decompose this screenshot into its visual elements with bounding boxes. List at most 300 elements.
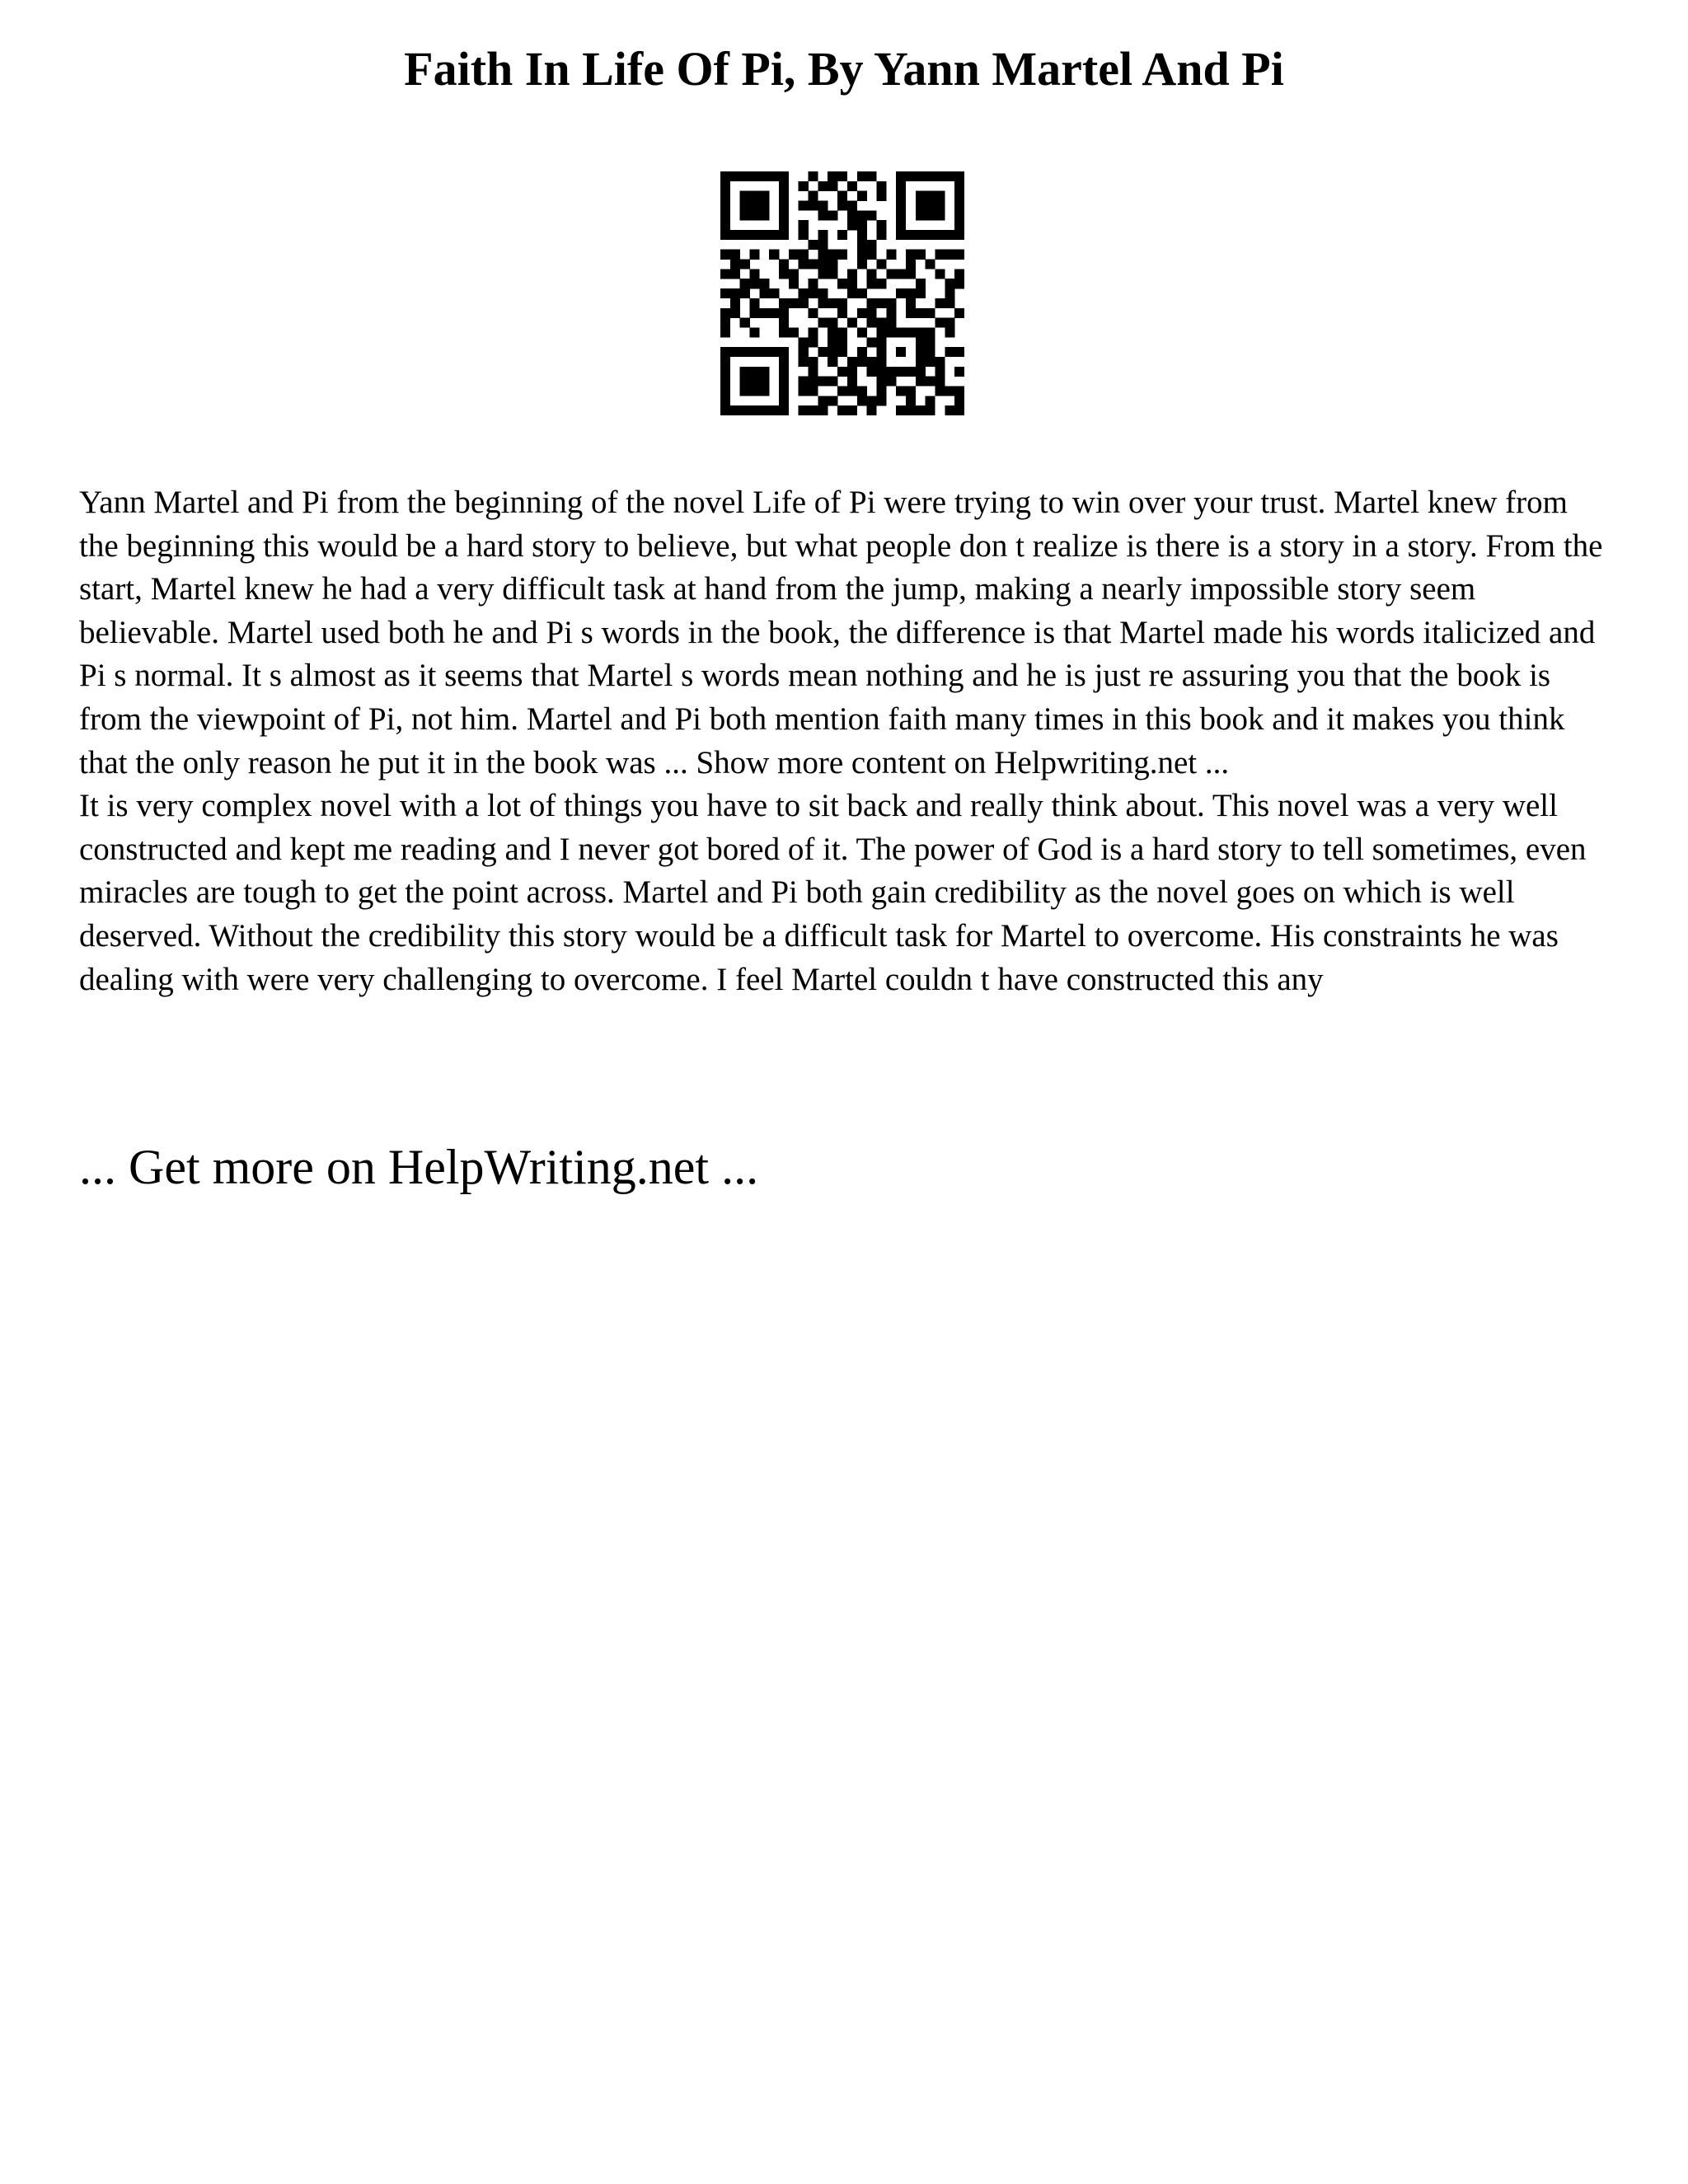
qr-module bbox=[837, 171, 847, 181]
qr-module bbox=[779, 181, 789, 191]
qr-module bbox=[945, 318, 954, 328]
qr-module bbox=[916, 327, 926, 337]
qr-module bbox=[809, 171, 818, 181]
qr-module bbox=[779, 357, 789, 367]
qr-module bbox=[720, 327, 730, 337]
qr-module bbox=[867, 171, 877, 181]
qr-module bbox=[828, 181, 837, 191]
qr-code-graphic bbox=[720, 171, 964, 415]
qr-module bbox=[886, 377, 896, 387]
body-paragraph-1: Yann Martel and Pi from the beginning of the novel Life of Pi were trying to win over your trust. Martel knew from the beginning this would be a hard story to believe, but what people don t realize is there is a story in a story. From the start, Martel knew he had a very difficult task at hand from the jump, making a nearly impossible story seem believable. Martel used both he and Pi s words in the book, the difference is that Martel made his words italicized and Pi s normal. It s almost as it seems that Martel s words mean nothing and he is just re assuring you that the book is from the viewpoint of Pi, not him. Martel and Pi both mention faith many times in this book and it makes you think that the only reason he put it in the book was ... Show more content on Helpwriting.net ... bbox=[79, 485, 1603, 780]
qr-module bbox=[779, 220, 789, 230]
qr-module bbox=[876, 347, 886, 357]
qr-module bbox=[720, 250, 730, 260]
qr-module bbox=[886, 308, 896, 318]
qr-module bbox=[906, 269, 916, 279]
qr-module bbox=[916, 191, 926, 201]
qr-module bbox=[857, 347, 867, 357]
qr-module bbox=[896, 220, 906, 230]
qr-module bbox=[809, 377, 818, 387]
qr-module bbox=[759, 386, 769, 396]
body-paragraph-2: It is very complex novel with a lot of things you have to sit back and really think about. This novel was a very well constructed and kept me reading and I never got bored of it. The power of God is a hard story to tell sometimes, even miracles are tough to get the point across. Martel and Pi both gain credibility as the novel goes on which is well deserved. Without the credibility this story would be a difficult task for Martel to overcome. His constraints he was dealing with were very challenging to overcome. I feel Martel couldn t have constructed this any bbox=[79, 788, 1587, 997]
qr-module bbox=[916, 210, 926, 220]
qr-module bbox=[867, 367, 877, 377]
qr-module bbox=[818, 288, 828, 298]
qr-module bbox=[867, 298, 877, 308]
qr-module bbox=[857, 230, 867, 240]
qr-module bbox=[730, 308, 740, 318]
qr-module bbox=[759, 377, 769, 387]
qr-module bbox=[916, 337, 926, 347]
qr-module bbox=[926, 377, 935, 387]
qr-module bbox=[828, 250, 837, 260]
qr-module bbox=[740, 367, 750, 377]
page-title: Faith In Life Of Pi, By Yann Martel And Pi bbox=[404, 42, 1284, 96]
qr-module bbox=[779, 230, 789, 240]
qr-module bbox=[886, 327, 896, 337]
qr-module bbox=[720, 308, 730, 318]
qr-module bbox=[799, 298, 809, 308]
qr-module bbox=[828, 171, 837, 181]
qr-module bbox=[809, 327, 818, 337]
qr-module bbox=[720, 220, 730, 230]
qr-module bbox=[847, 210, 857, 220]
qr-module bbox=[876, 298, 886, 308]
qr-module bbox=[818, 396, 828, 405]
qr-module bbox=[926, 357, 935, 367]
qr-module bbox=[750, 405, 760, 415]
qr-module bbox=[740, 191, 750, 201]
qr-module bbox=[837, 327, 847, 337]
qr-module bbox=[916, 171, 926, 181]
qr-module bbox=[740, 171, 750, 181]
qr-module bbox=[779, 191, 789, 201]
qr-module bbox=[935, 298, 945, 308]
qr-module bbox=[828, 396, 837, 405]
qr-module bbox=[876, 260, 886, 269]
qr-module bbox=[720, 171, 730, 181]
qr-module bbox=[809, 260, 818, 269]
qr-module bbox=[886, 367, 896, 377]
qr-module bbox=[789, 327, 799, 337]
qr-module bbox=[916, 250, 926, 260]
qr-module bbox=[847, 181, 857, 191]
qr-module bbox=[857, 250, 867, 260]
qr-module bbox=[769, 250, 779, 260]
qr-module bbox=[720, 288, 730, 298]
qr-module bbox=[818, 318, 828, 328]
qr-module bbox=[916, 230, 926, 240]
qr-module bbox=[750, 308, 760, 318]
qr-module bbox=[769, 405, 779, 415]
qr-module bbox=[926, 201, 935, 211]
qr-module bbox=[779, 171, 789, 181]
qr-module bbox=[906, 250, 916, 260]
qr-module bbox=[779, 327, 789, 337]
qr-module bbox=[828, 347, 837, 357]
qr-module bbox=[750, 327, 760, 337]
qr-module bbox=[896, 171, 906, 181]
qr-module bbox=[779, 386, 789, 396]
qr-module bbox=[818, 210, 828, 220]
qr-module bbox=[954, 308, 964, 318]
qr-module bbox=[769, 230, 779, 240]
qr-module bbox=[857, 357, 867, 367]
qr-module bbox=[818, 250, 828, 260]
qr-module bbox=[945, 288, 954, 298]
qr-module bbox=[759, 191, 769, 201]
qr-module bbox=[750, 230, 760, 240]
article-body bbox=[79, 481, 1612, 1001]
qr-module bbox=[818, 377, 828, 387]
qr-module bbox=[818, 347, 828, 357]
qr-module bbox=[935, 230, 945, 240]
qr-module bbox=[818, 230, 828, 240]
qr-module bbox=[906, 396, 916, 405]
qr-module bbox=[779, 269, 789, 279]
qr-module bbox=[750, 298, 760, 308]
qr-module bbox=[945, 250, 954, 260]
qr-module bbox=[906, 405, 916, 415]
qr-module bbox=[906, 308, 916, 318]
qr-module bbox=[886, 318, 896, 328]
qr-module bbox=[720, 396, 730, 405]
qr-module bbox=[847, 220, 857, 230]
qr-module bbox=[779, 405, 789, 415]
qr-module bbox=[906, 230, 916, 240]
qr-module bbox=[926, 347, 935, 357]
qr-module bbox=[935, 367, 945, 377]
qr-module bbox=[847, 288, 857, 298]
qr-module bbox=[906, 171, 916, 181]
qr-module bbox=[906, 298, 916, 308]
qr-module bbox=[926, 308, 935, 318]
qr-module bbox=[730, 298, 740, 308]
qr-module bbox=[828, 377, 837, 387]
qr-module bbox=[828, 210, 837, 220]
qr-module bbox=[906, 288, 916, 298]
qr-module bbox=[867, 396, 877, 405]
qr-module bbox=[867, 240, 877, 250]
qr-module bbox=[799, 250, 809, 260]
qr-module bbox=[730, 347, 740, 357]
qr-module bbox=[837, 386, 847, 396]
qr-module bbox=[837, 250, 847, 260]
qr-module bbox=[876, 386, 886, 396]
qr-module bbox=[896, 191, 906, 201]
qr-module bbox=[916, 279, 926, 288]
qr-module bbox=[720, 191, 730, 201]
qr-module bbox=[857, 210, 867, 220]
qr-module bbox=[779, 201, 789, 211]
qr-module bbox=[896, 210, 906, 220]
qr-module bbox=[916, 377, 926, 387]
qr-module bbox=[750, 250, 760, 260]
qr-module bbox=[720, 386, 730, 396]
qr-module bbox=[906, 327, 916, 337]
qr-module bbox=[818, 269, 828, 279]
qr-module bbox=[906, 386, 916, 396]
qr-module bbox=[876, 367, 886, 377]
qr-module bbox=[945, 405, 954, 415]
qr-module bbox=[769, 171, 779, 181]
qr-module bbox=[720, 377, 730, 387]
qr-module bbox=[828, 298, 837, 308]
qr-module bbox=[847, 367, 857, 377]
qr-module bbox=[789, 250, 799, 260]
qr-module bbox=[916, 367, 926, 377]
qr-module bbox=[789, 298, 799, 308]
qr-module bbox=[926, 337, 935, 347]
qr-module bbox=[720, 269, 730, 279]
qr-module bbox=[954, 210, 964, 220]
qr-module bbox=[867, 210, 877, 220]
qr-module bbox=[847, 269, 857, 279]
qr-module bbox=[857, 240, 867, 250]
qr-module bbox=[750, 347, 760, 357]
qr-module bbox=[809, 191, 818, 201]
qr-module bbox=[730, 260, 740, 269]
qr-module bbox=[926, 210, 935, 220]
qr-module bbox=[828, 327, 837, 337]
qr-module bbox=[759, 405, 769, 415]
qr-module bbox=[789, 279, 799, 288]
qr-module bbox=[916, 357, 926, 367]
qr-module bbox=[818, 240, 828, 250]
qr-module bbox=[867, 318, 877, 328]
qr-module bbox=[750, 367, 760, 377]
qr-module bbox=[828, 318, 837, 328]
qr-module bbox=[896, 288, 906, 298]
qr-module bbox=[740, 386, 750, 396]
qr-module bbox=[926, 327, 935, 337]
qr-module bbox=[896, 367, 906, 377]
qr-module bbox=[818, 181, 828, 191]
qr-module bbox=[926, 260, 935, 269]
qr-module bbox=[809, 279, 818, 288]
qr-module bbox=[896, 386, 906, 396]
qr-module bbox=[954, 269, 964, 279]
qr-module bbox=[759, 171, 769, 181]
qr-module bbox=[916, 347, 926, 357]
qr-module bbox=[886, 250, 896, 260]
qr-module bbox=[896, 405, 906, 415]
qr-module bbox=[759, 201, 769, 211]
qr-module bbox=[945, 327, 954, 337]
qr-module bbox=[740, 260, 750, 269]
qr-module bbox=[867, 279, 877, 288]
qr-module bbox=[779, 377, 789, 387]
qr-module bbox=[935, 269, 945, 279]
qr-module bbox=[876, 279, 886, 288]
qr-module bbox=[818, 298, 828, 308]
qr-module bbox=[809, 201, 818, 211]
qr-module bbox=[779, 396, 789, 405]
qr-module bbox=[876, 191, 886, 201]
qr-module bbox=[799, 377, 809, 387]
qr-module bbox=[720, 318, 730, 328]
qr-module bbox=[954, 405, 964, 415]
qr-module bbox=[759, 347, 769, 357]
qr-module bbox=[740, 230, 750, 240]
qr-module bbox=[720, 181, 730, 191]
qr-module bbox=[799, 386, 809, 396]
qr-module bbox=[906, 260, 916, 269]
qr-module bbox=[730, 288, 740, 298]
qr-module bbox=[896, 327, 906, 337]
qr-module bbox=[857, 260, 867, 269]
qr-module bbox=[926, 405, 935, 415]
qr-module bbox=[847, 201, 857, 211]
qr-module bbox=[828, 269, 837, 279]
qr-module bbox=[876, 337, 886, 347]
qr-module bbox=[740, 288, 750, 298]
qr-module bbox=[867, 357, 877, 367]
qr-module bbox=[847, 386, 857, 396]
qr-module bbox=[759, 230, 769, 240]
qr-module bbox=[740, 210, 750, 220]
qr-module bbox=[896, 181, 906, 191]
qr-module bbox=[945, 171, 954, 181]
qr-module bbox=[730, 269, 740, 279]
qr-module bbox=[730, 405, 740, 415]
qr-module bbox=[720, 405, 730, 415]
qr-module bbox=[720, 347, 730, 357]
qr-module bbox=[799, 260, 809, 269]
qr-module bbox=[779, 367, 789, 377]
qr-module bbox=[945, 298, 954, 308]
get-more-link[interactable]: ... Get more on HelpWriting.net ... bbox=[79, 1140, 759, 1194]
qr-module bbox=[867, 405, 877, 415]
qr-module bbox=[876, 327, 886, 337]
qr-module bbox=[740, 377, 750, 387]
qr-module bbox=[818, 201, 828, 211]
qr-module bbox=[799, 357, 809, 367]
qr-module bbox=[945, 279, 954, 288]
qr-module bbox=[954, 347, 964, 357]
qr-module bbox=[809, 308, 818, 318]
qr-module bbox=[954, 386, 964, 396]
qr-module bbox=[809, 367, 818, 377]
qr-module bbox=[828, 260, 837, 269]
qr-module bbox=[954, 220, 964, 230]
qr-module bbox=[916, 308, 926, 318]
qr-module bbox=[847, 318, 857, 328]
qr-module bbox=[935, 357, 945, 367]
qr-module bbox=[896, 230, 906, 240]
qr-module bbox=[847, 357, 857, 367]
qr-module bbox=[740, 347, 750, 357]
qr-module bbox=[876, 181, 886, 191]
qr-module bbox=[896, 347, 906, 357]
qr-module bbox=[769, 308, 779, 318]
qr-module bbox=[750, 171, 760, 181]
qr-module bbox=[759, 367, 769, 377]
qr-module bbox=[926, 230, 935, 240]
qr-module bbox=[916, 201, 926, 211]
qr-module bbox=[809, 357, 818, 367]
qr-module bbox=[799, 220, 809, 230]
qr-module bbox=[847, 377, 857, 387]
qr-module bbox=[740, 279, 750, 288]
qr-module bbox=[828, 337, 837, 347]
qr-module bbox=[769, 288, 779, 298]
qr-module bbox=[935, 250, 945, 260]
qr-module bbox=[779, 318, 789, 328]
qr-module bbox=[876, 357, 886, 367]
qr-module bbox=[799, 230, 809, 240]
qr-module bbox=[799, 181, 809, 191]
qr-module bbox=[926, 171, 935, 181]
qr-module bbox=[759, 308, 769, 318]
qr-module bbox=[750, 386, 760, 396]
qr-module bbox=[750, 210, 760, 220]
qr-module bbox=[730, 171, 740, 181]
qr-module bbox=[876, 220, 886, 230]
qr-module bbox=[945, 230, 954, 240]
qr-module bbox=[857, 308, 867, 318]
qr-module bbox=[730, 250, 740, 260]
qr-module bbox=[857, 288, 867, 298]
qr-module bbox=[945, 386, 954, 396]
qr-module bbox=[759, 210, 769, 220]
qr-module bbox=[896, 269, 906, 279]
qr-module bbox=[730, 230, 740, 240]
qr-module bbox=[837, 405, 847, 415]
qr-module bbox=[926, 191, 935, 201]
qr-module bbox=[799, 337, 809, 347]
qr-module bbox=[809, 288, 818, 298]
qr-module bbox=[837, 191, 847, 201]
qr-module bbox=[876, 318, 886, 328]
qr-module bbox=[876, 377, 886, 387]
qr-module bbox=[809, 405, 818, 415]
qr-module bbox=[799, 405, 809, 415]
qr-module bbox=[837, 279, 847, 288]
qr-module bbox=[837, 298, 847, 308]
qr-module bbox=[740, 405, 750, 415]
qr-module bbox=[906, 367, 916, 377]
qr-module bbox=[740, 318, 750, 328]
qr-module bbox=[926, 396, 935, 405]
qr-module bbox=[779, 210, 789, 220]
qr-module bbox=[945, 347, 954, 357]
qr-module bbox=[867, 269, 877, 279]
qr-module bbox=[740, 201, 750, 211]
qr-module bbox=[935, 171, 945, 181]
qr-module bbox=[935, 377, 945, 387]
qr-module bbox=[779, 298, 789, 308]
qr-module bbox=[779, 347, 789, 357]
qr-module bbox=[799, 201, 809, 211]
qr-module bbox=[954, 181, 964, 191]
qr-module bbox=[720, 210, 730, 220]
qr-module bbox=[954, 250, 964, 260]
qr-module bbox=[876, 230, 886, 240]
qr-module bbox=[809, 386, 818, 396]
qr-module bbox=[954, 201, 964, 211]
qr-module bbox=[847, 405, 857, 415]
qr-module bbox=[857, 171, 867, 181]
qr-module bbox=[935, 191, 945, 201]
qr-module bbox=[799, 347, 809, 357]
qr-module bbox=[837, 367, 847, 377]
qr-module bbox=[886, 298, 896, 308]
qr-module bbox=[886, 269, 896, 279]
qr-module bbox=[750, 279, 760, 288]
qr-module bbox=[857, 191, 867, 201]
qr-module bbox=[954, 279, 964, 288]
